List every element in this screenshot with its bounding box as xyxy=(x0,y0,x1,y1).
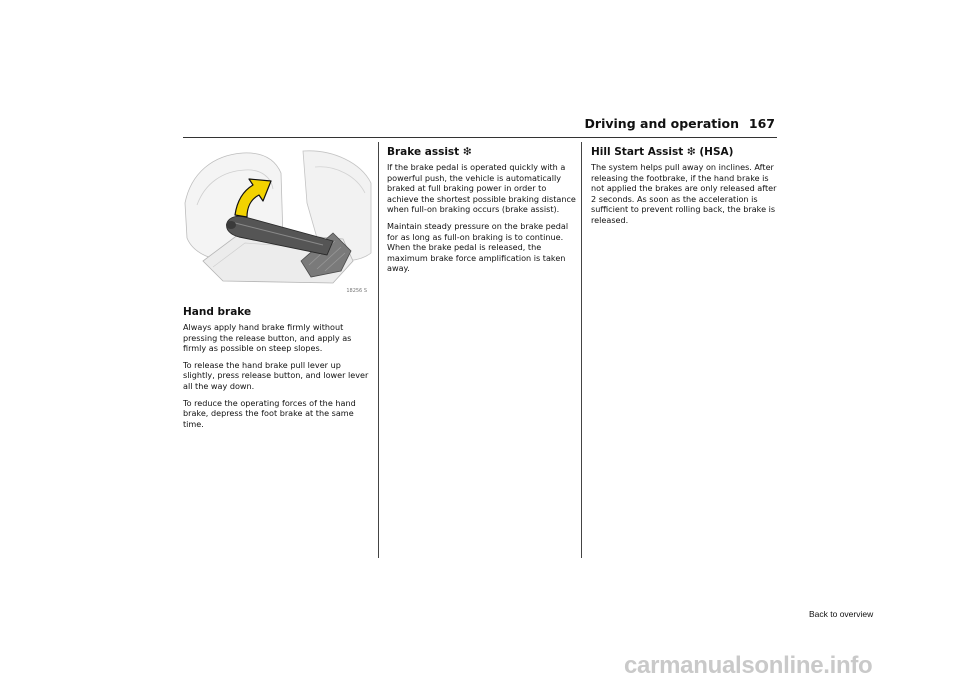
brake-assist-paragraph-2: Maintain steady pressure on the brake pedal for as long as full-on braking is to continue. When the brake pedal is released, the maximum brake force amplification is taken away. xyxy=(387,220,569,274)
column-divider-1 xyxy=(378,142,379,558)
header-divider xyxy=(183,137,777,138)
page-number: 167 xyxy=(748,116,775,131)
hill-start-paragraph-1: The system helps pull away on inclines. After releasing the footbrake, if the hand brake is not applied the brakes are only released after 2 seconds. As soon as the acceleration is sufficient to prevent rolling back, the brake is released. xyxy=(591,162,777,225)
brake-assist-paragraph-1: If the brake pedal is operated quickly with a powerful push, the vehicle is automatically braked at full braking power in order to achieve the shortest possible braking distance when full-on braking occurs (brake assist). xyxy=(387,162,576,215)
page-header xyxy=(183,116,777,138)
brake-assist-section xyxy=(387,146,577,280)
hand-brake-section xyxy=(183,306,373,435)
figure-id: 18256 S xyxy=(346,288,367,294)
back-to-overview-link[interactable]: Back to overview xyxy=(809,609,874,619)
hand-brake-drawing xyxy=(183,143,373,298)
hill-start-section xyxy=(591,146,781,232)
hand-brake-heading: Hand brake xyxy=(183,306,252,318)
hand-brake-illustration xyxy=(183,143,373,298)
hand-brake-paragraph-3: To reduce the operating forces of the hand brake, depress the foot brake at the same time. xyxy=(183,397,356,429)
hill-start-heading: Hill Start Assist ❇ (HSA) xyxy=(591,146,734,158)
section-title: Driving and operation xyxy=(584,116,739,131)
site-watermark: carmanualsonline.info xyxy=(624,652,873,679)
column-divider-2 xyxy=(581,142,582,558)
hand-brake-paragraph-2: To release the hand brake pull lever up slightly, press release button, and lower lever all the way down. xyxy=(183,359,369,391)
brake-assist-heading: Brake assist ❇ xyxy=(387,146,472,158)
hand-brake-paragraph-1: Always apply hand brake firmly without pressing the release button, and apply as firmly as possible on steep slopes. xyxy=(183,322,352,354)
